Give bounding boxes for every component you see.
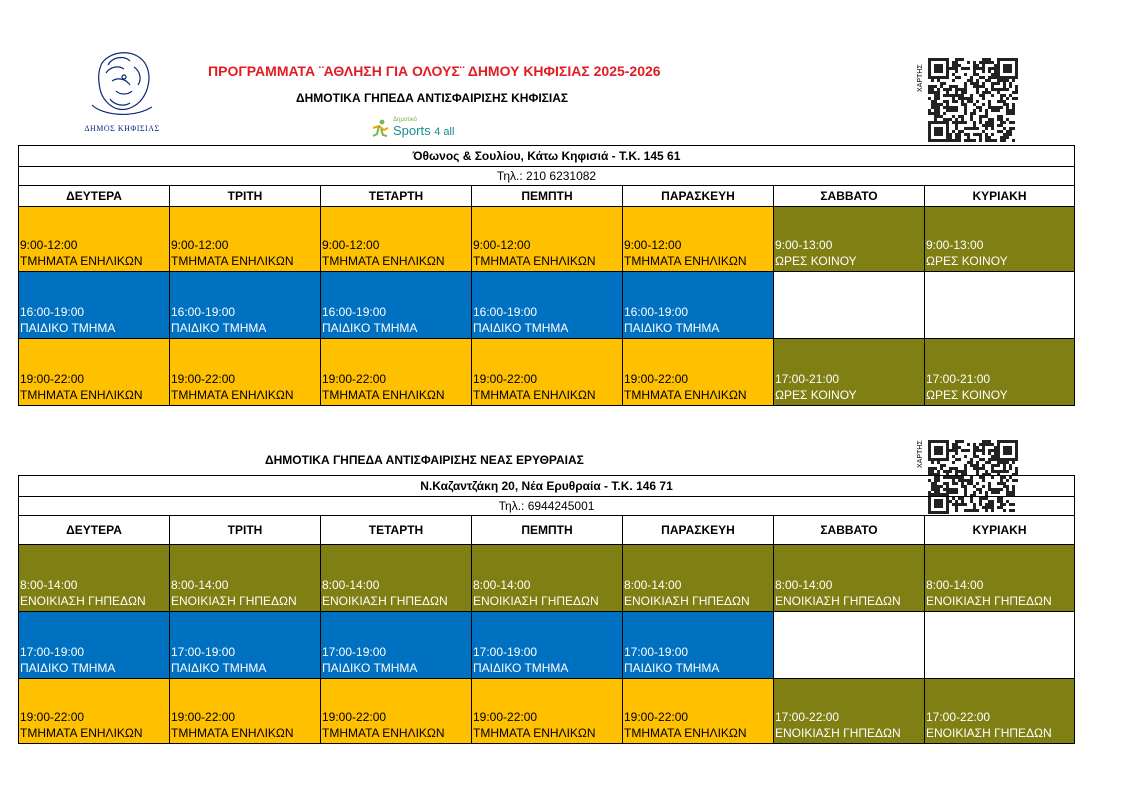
slot-time: 17:00-19:00: [171, 645, 236, 659]
court1-day-wednesday: ΤΕΤΑΡΤΗ: [321, 186, 472, 207]
slot-time: 17:00-21:00: [775, 372, 840, 386]
schedule-cell: [170, 612, 321, 679]
slot-time: 19:00-22:00: [624, 372, 689, 386]
schedule-cell: [321, 545, 472, 612]
slot-time: 9:00-13:00: [775, 238, 833, 252]
schedule-row: [19, 207, 1075, 272]
court1-phone: Τηλ.: 210 6231082: [19, 167, 1075, 186]
court1-day-saturday: ΣΑΒΒΑΤΟ: [774, 186, 925, 207]
slot-label: ΩΡΕΣ ΚΟΙΝΟΥ: [926, 388, 1008, 402]
court2-day-saturday: ΣΑΒΒΑΤΟ: [774, 516, 925, 545]
slot-label: ΕΝΟΙΚΙΑΣΗ ΓΗΠΕΔΩΝ: [775, 726, 901, 740]
schedule-cell: [321, 339, 472, 406]
slot-time: 8:00-14:00: [322, 578, 380, 592]
schedule-cell: [774, 612, 925, 679]
court2-day-sunday: ΚΥΡΙΑΚΗ: [925, 516, 1075, 545]
court2-address: Ν.Καζαντζάκη 20, Νέα Ερυθραία - Τ.Κ. 146 71: [19, 476, 1075, 497]
schedule-cell: [321, 679, 472, 744]
schedule-cell: [623, 545, 774, 612]
slot-time: 19:00-22:00: [473, 710, 538, 724]
slot-time: 8:00-14:00: [775, 578, 833, 592]
schedule-cell: [170, 339, 321, 406]
court1-day-sunday: ΚΥΡΙΑΚΗ: [925, 186, 1075, 207]
slot-label: ΕΝΟΙΚΙΑΣΗ ΓΗΠΕΔΩΝ: [171, 594, 297, 608]
slot-time: 8:00-14:00: [624, 578, 682, 592]
slot-label: ΤΜΗΜΑΤΑ ΕΝΗΛΙΚΩΝ: [624, 388, 747, 402]
schedule-cell: [19, 339, 170, 406]
head-emblem-icon: [72, 45, 172, 125]
slot-time: 19:00-22:00: [20, 710, 85, 724]
court2-schedule-table: [18, 475, 1075, 744]
slot-label: ΤΜΗΜΑΤΑ ΕΝΗΛΙΚΩΝ: [20, 388, 143, 402]
slot-label: ΕΝΟΙΚΙΑΣΗ ΓΗΠΕΔΩΝ: [20, 594, 146, 608]
schedule-cell: [170, 545, 321, 612]
schedule-cell: [623, 339, 774, 406]
qr-label-2: ΧΑΡΤΗΣ: [917, 440, 924, 468]
slot-time: 8:00-14:00: [171, 578, 229, 592]
slot-label: ΕΝΟΙΚΙΑΣΗ ΓΗΠΕΔΩΝ: [322, 594, 448, 608]
court2-day-monday: ΔΕΥΤΕΡΑ: [19, 516, 170, 545]
schedule-cell: [321, 612, 472, 679]
slot-label: ΤΜΗΜΑΤΑ ΕΝΗΛΙΚΩΝ: [473, 726, 596, 740]
slot-label: ΤΜΗΜΑΤΑ ΕΝΗΛΙΚΩΝ: [20, 726, 143, 740]
qr-code-icon: [928, 58, 1018, 142]
court2-day-friday: ΠΑΡΑΣΚΕΥΗ: [623, 516, 774, 545]
slot-time: 9:00-12:00: [20, 238, 78, 252]
court1-day-tuesday: ΤΡΙΤΗ: [170, 186, 321, 207]
slot-time: 9:00-12:00: [322, 238, 380, 252]
schedule-row: [19, 339, 1075, 406]
schedule-cell: [774, 545, 925, 612]
schedule-cell: [925, 612, 1075, 679]
slot-label: ΩΡΕΣ ΚΟΙΝΟΥ: [775, 254, 857, 268]
slot-label: ΤΜΗΜΑΤΑ ΕΝΗΛΙΚΩΝ: [322, 254, 445, 268]
slot-label: ΠΑΙΔΙΚΟ ΤΜΗΜΑ: [624, 661, 720, 675]
sports-4-all-logo: [370, 114, 454, 138]
slot-time: 19:00-22:00: [322, 710, 387, 724]
slot-time: 9:00-12:00: [624, 238, 682, 252]
schedule-cell: [774, 207, 925, 272]
slot-time: 8:00-14:00: [20, 578, 78, 592]
slot-time: 19:00-22:00: [473, 372, 538, 386]
slot-label: ΤΜΗΜΑΤΑ ΕΝΗΛΙΚΩΝ: [322, 388, 445, 402]
schedule-row: [19, 545, 1075, 612]
schedule-row: [19, 679, 1075, 744]
slot-label: ΠΑΙΔΙΚΟ ΤΜΗΜΑ: [171, 321, 267, 335]
slot-label: ΩΡΕΣ ΚΟΙΝΟΥ: [926, 254, 1008, 268]
schedule-cell: [19, 679, 170, 744]
court1-day-monday: ΔΕΥΤΕΡΑ: [19, 186, 170, 207]
slot-time: 16:00-19:00: [624, 305, 689, 319]
court1-day-friday: ΠΑΡΑΣΚΕΥΗ: [623, 186, 774, 207]
schedule-cell: [472, 612, 623, 679]
schedule-cell: [472, 207, 623, 272]
slot-time: 19:00-22:00: [20, 372, 85, 386]
slot-label: ΤΜΗΜΑΤΑ ΕΝΗΛΙΚΩΝ: [624, 254, 747, 268]
slot-label: ΤΜΗΜΑΤΑ ΕΝΗΛΙΚΩΝ: [322, 726, 445, 740]
court1-schedule-body: [19, 207, 1075, 406]
schedule-row: [19, 272, 1075, 339]
court2-day-tuesday: ΤΡΙΤΗ: [170, 516, 321, 545]
slot-time: 17:00-21:00: [926, 372, 991, 386]
slot-label: ΠΑΙΔΙΚΟ ΤΜΗΜΑ: [473, 661, 569, 675]
sports-logo-suffix: 4 all: [434, 126, 455, 138]
court1-day-thursday: ΠΕΜΠΤΗ: [472, 186, 623, 207]
slot-label: ΕΝΟΙΚΙΑΣΗ ΓΗΠΕΔΩΝ: [926, 726, 1052, 740]
schedule-cell: [623, 679, 774, 744]
schedule-cell: [321, 272, 472, 339]
court2-day-thursday: ΠΕΜΠΤΗ: [472, 516, 623, 545]
slot-time: 16:00-19:00: [20, 305, 85, 319]
slot-label: ΠΑΙΔΙΚΟ ΤΜΗΜΑ: [20, 661, 116, 675]
logo-caption: ΔΗΜΟΣ ΚΗΦΙΣΙΑΣ: [84, 124, 160, 133]
schedule-cell: [774, 339, 925, 406]
slot-label: ΤΜΗΜΑΤΑ ΕΝΗΛΙΚΩΝ: [171, 726, 294, 740]
court2-day-wednesday: ΤΕΤΑΡΤΗ: [321, 516, 472, 545]
page-title: ΠΡΟΓΡΑΜΜΑΤΑ ¨ΑΘΛΗΣΗ ΓΙΑ ΟΛΟΥΣ¨ ΔΗΜΟΥ ΚΗΦΙΣΙΑΣ 2025-2026: [208, 63, 661, 79]
schedule-cell: [19, 545, 170, 612]
slot-label: ΕΝΟΙΚΙΑΣΗ ΓΗΠΕΔΩΝ: [473, 594, 599, 608]
slot-label: ΠΑΙΔΙΚΟ ΤΜΗΜΑ: [624, 321, 720, 335]
slot-time: 17:00-22:00: [926, 710, 991, 724]
slot-time: 17:00-19:00: [473, 645, 538, 659]
slot-time: 9:00-12:00: [171, 238, 229, 252]
slot-label: ΠΑΙΔΙΚΟ ΤΜΗΜΑ: [20, 321, 116, 335]
slot-time: 17:00-19:00: [624, 645, 689, 659]
slot-time: 8:00-14:00: [473, 578, 531, 592]
schedule-cell: [472, 339, 623, 406]
slot-time: 16:00-19:00: [473, 305, 538, 319]
map-qr-code-1[interactable]: [928, 58, 1018, 147]
schedule-cell: [472, 679, 623, 744]
schedule-cell: [623, 272, 774, 339]
slot-label: ΠΑΙΔΙΚΟ ΤΜΗΜΑ: [171, 661, 267, 675]
schedule-cell: [19, 612, 170, 679]
slot-label: ΤΜΗΜΑΤΑ ΕΝΗΛΙΚΩΝ: [624, 726, 747, 740]
slot-time: 19:00-22:00: [322, 372, 387, 386]
slot-time: 17:00-19:00: [20, 645, 85, 659]
sports-logo-text: [393, 117, 454, 138]
slot-time: 16:00-19:00: [171, 305, 236, 319]
slot-time: 16:00-19:00: [322, 305, 387, 319]
schedule-cell: [19, 272, 170, 339]
slot-label: ΤΜΗΜΑΤΑ ΕΝΗΛΙΚΩΝ: [171, 254, 294, 268]
schedule-cell: [774, 679, 925, 744]
sports-logo-small: Δημοτικό: [393, 117, 418, 123]
slot-label: ΕΝΟΙΚΙΑΣΗ ΓΗΠΕΔΩΝ: [775, 594, 901, 608]
runner-icon: [370, 118, 390, 138]
qr-label-1: ΧΑΡΤΗΣ: [917, 64, 924, 92]
slot-time: 17:00-22:00: [775, 710, 840, 724]
slot-label: ΠΑΙΔΙΚΟ ΤΜΗΜΑ: [322, 661, 418, 675]
schedule-cell: [170, 272, 321, 339]
slot-label: ΤΜΗΜΑΤΑ ΕΝΗΛΙΚΩΝ: [20, 254, 143, 268]
slot-label: ΠΑΙΔΙΚΟ ΤΜΗΜΑ: [322, 321, 418, 335]
court2-schedule-body: [19, 545, 1075, 744]
page-subtitle: ΔΗΜΟΤΙΚΑ ΓΗΠΕΔΑ ΑΝΤΙΣΦΑΙΡΙΣΗΣ ΚΗΦΙΣΙΑΣ: [296, 91, 569, 105]
slot-time: 8:00-14:00: [926, 578, 984, 592]
slot-label: ΤΜΗΜΑΤΑ ΕΝΗΛΙΚΩΝ: [473, 254, 596, 268]
slot-label: ΕΝΟΙΚΙΑΣΗ ΓΗΠΕΔΩΝ: [926, 594, 1052, 608]
slot-label: ΕΝΟΙΚΙΑΣΗ ΓΗΠΕΔΩΝ: [624, 594, 750, 608]
schedule-cell: [925, 339, 1075, 406]
slot-time: 19:00-22:00: [171, 372, 236, 386]
slot-time: 9:00-13:00: [926, 238, 984, 252]
schedule-cell: [623, 612, 774, 679]
slot-time: 19:00-22:00: [624, 710, 689, 724]
slot-time: 9:00-12:00: [473, 238, 531, 252]
schedule-cell: [472, 272, 623, 339]
schedule-cell: [170, 679, 321, 744]
schedule-cell: [472, 545, 623, 612]
schedule-row: [19, 612, 1075, 679]
court2-phone: Τηλ.: 6944245001: [19, 497, 1075, 516]
schedule-cell: [321, 207, 472, 272]
sports-logo-main: Sports: [393, 123, 431, 138]
schedule-cell: [925, 545, 1075, 612]
slot-label: ΩΡΕΣ ΚΟΙΝΟΥ: [775, 388, 857, 402]
schedule-cell: [925, 272, 1075, 339]
schedule-cell: [925, 679, 1075, 744]
slot-label: ΤΜΗΜΑΤΑ ΕΝΗΛΙΚΩΝ: [473, 388, 596, 402]
slot-time: 17:00-19:00: [322, 645, 387, 659]
schedule-cell: [774, 272, 925, 339]
court2-title: ΔΗΜΟΤΙΚΑ ΓΗΠΕΔΑ ΑΝΤΙΣΦΑΙΡΙΣΗΣ ΝΕΑΣ ΕΡΥΘΡΑΙΑΣ: [265, 453, 584, 467]
court1-address: Όθωνος & Σουλίου, Κάτω Κηφισιά - Τ.Κ. 145 61: [19, 146, 1075, 167]
schedule-cell: [170, 207, 321, 272]
slot-label: ΠΑΙΔΙΚΟ ΤΜΗΜΑ: [473, 321, 569, 335]
schedule-cell: [925, 207, 1075, 272]
schedule-cell: [623, 207, 774, 272]
slot-label: ΤΜΗΜΑΤΑ ΕΝΗΛΙΚΩΝ: [171, 388, 294, 402]
slot-time: 19:00-22:00: [171, 710, 236, 724]
schedule-cell: [19, 207, 170, 272]
court1-schedule-table: [18, 145, 1075, 406]
